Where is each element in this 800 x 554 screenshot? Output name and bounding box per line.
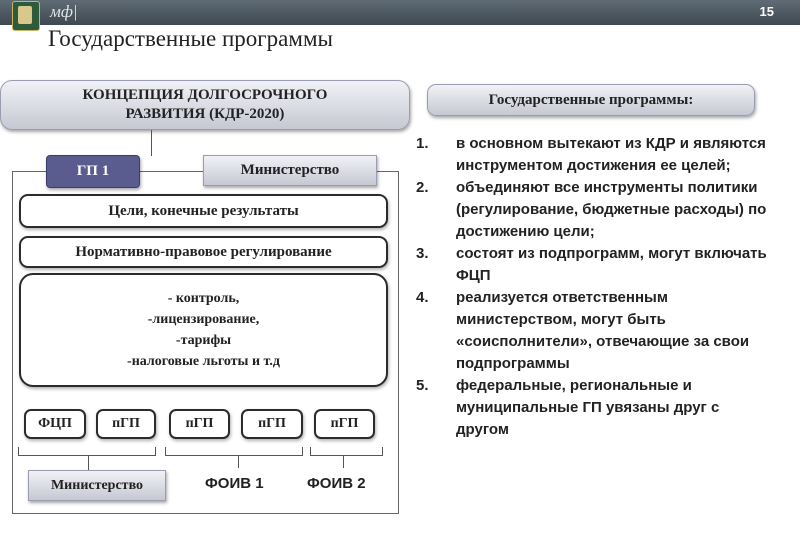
bracket-line: [382, 447, 383, 456]
list-text: федеральные, региональные и муниципальные ГП увязаны друг с другом: [456, 377, 720, 438]
bracket-line: [88, 455, 89, 470]
top-bar: [0, 0, 800, 25]
gp-header-box: Государственные программы:: [427, 84, 755, 116]
bracket-line: [343, 455, 344, 468]
concept-box: [0, 80, 410, 130]
list-item: [416, 133, 776, 177]
bracket-line: [155, 447, 156, 456]
program-box-pgp: пГП: [241, 409, 303, 439]
bracket-line: [18, 455, 155, 456]
program-box-pgp: пГП: [169, 409, 230, 439]
concept-line-2: РАЗВИТИЯ (КДР-2020): [125, 106, 285, 122]
bracket-line: [165, 455, 302, 456]
bracket-line: [302, 447, 303, 456]
emblem-icon: [18, 6, 32, 24]
list-item: [416, 177, 776, 243]
foiv1-label: ФОИВ 1: [205, 475, 264, 492]
bracket-line: [238, 455, 239, 468]
goals-box: Цели, конечные результаты: [19, 194, 388, 228]
control-line: -лицензирование,: [147, 312, 260, 327]
foiv2-label: ФОИВ 2: [307, 475, 366, 492]
list-item: [416, 375, 776, 441]
list-number: 4.: [416, 289, 429, 306]
bracket-line: [18, 447, 19, 456]
regulation-box: Нормативно-правовое регулирование: [19, 236, 388, 268]
program-box-pgp: пГП: [314, 409, 375, 439]
list-item: [416, 287, 776, 375]
bracket-line: [310, 447, 311, 456]
ministry-top-box: Министерство: [203, 155, 377, 186]
ministry-bottom-box: Министерство: [28, 470, 166, 501]
concept-line-1: КОНЦЕПЦИЯ ДОЛГОСРОЧНОГО: [82, 87, 328, 103]
slide-number: 15: [759, 4, 774, 19]
list-text: реализуется ответственным министерством, могут быть «соисполнители», отвечающие за свои подпрограммы: [456, 289, 750, 372]
gp-features-list: [416, 133, 776, 441]
program-box-fcp: ФЦП: [24, 409, 86, 439]
control-line: - контроль,: [167, 291, 240, 306]
gp1-badge: ГП 1: [46, 155, 140, 188]
page-title: Государственные программы: [48, 26, 333, 51]
program-box-pgp: пГП: [96, 409, 156, 439]
list-number: 3.: [416, 245, 429, 262]
list-text: объединяют все инструменты политики (регулирование, бюджетные расходы) по достижению цели;: [456, 179, 767, 240]
list-text: в основном вытекают из КДР и являются инструментом достижения ее целей;: [456, 135, 766, 174]
university-logo: [12, 1, 40, 31]
list-number: 2.: [416, 179, 429, 196]
bracket-line: [310, 455, 382, 456]
list-item: [416, 243, 776, 287]
list-number: 5.: [416, 377, 429, 394]
list-text: состоят из подпрограмм, могут включать ФЦП: [456, 245, 767, 284]
control-tools-box: [19, 273, 388, 387]
control-line: -налоговые льготы и т.д: [127, 354, 280, 369]
brand-text: мф|: [50, 2, 78, 21]
control-line: -тарифы: [175, 333, 232, 348]
connector-line: [151, 130, 152, 156]
list-number: 1.: [416, 135, 429, 152]
bracket-line: [165, 447, 166, 456]
